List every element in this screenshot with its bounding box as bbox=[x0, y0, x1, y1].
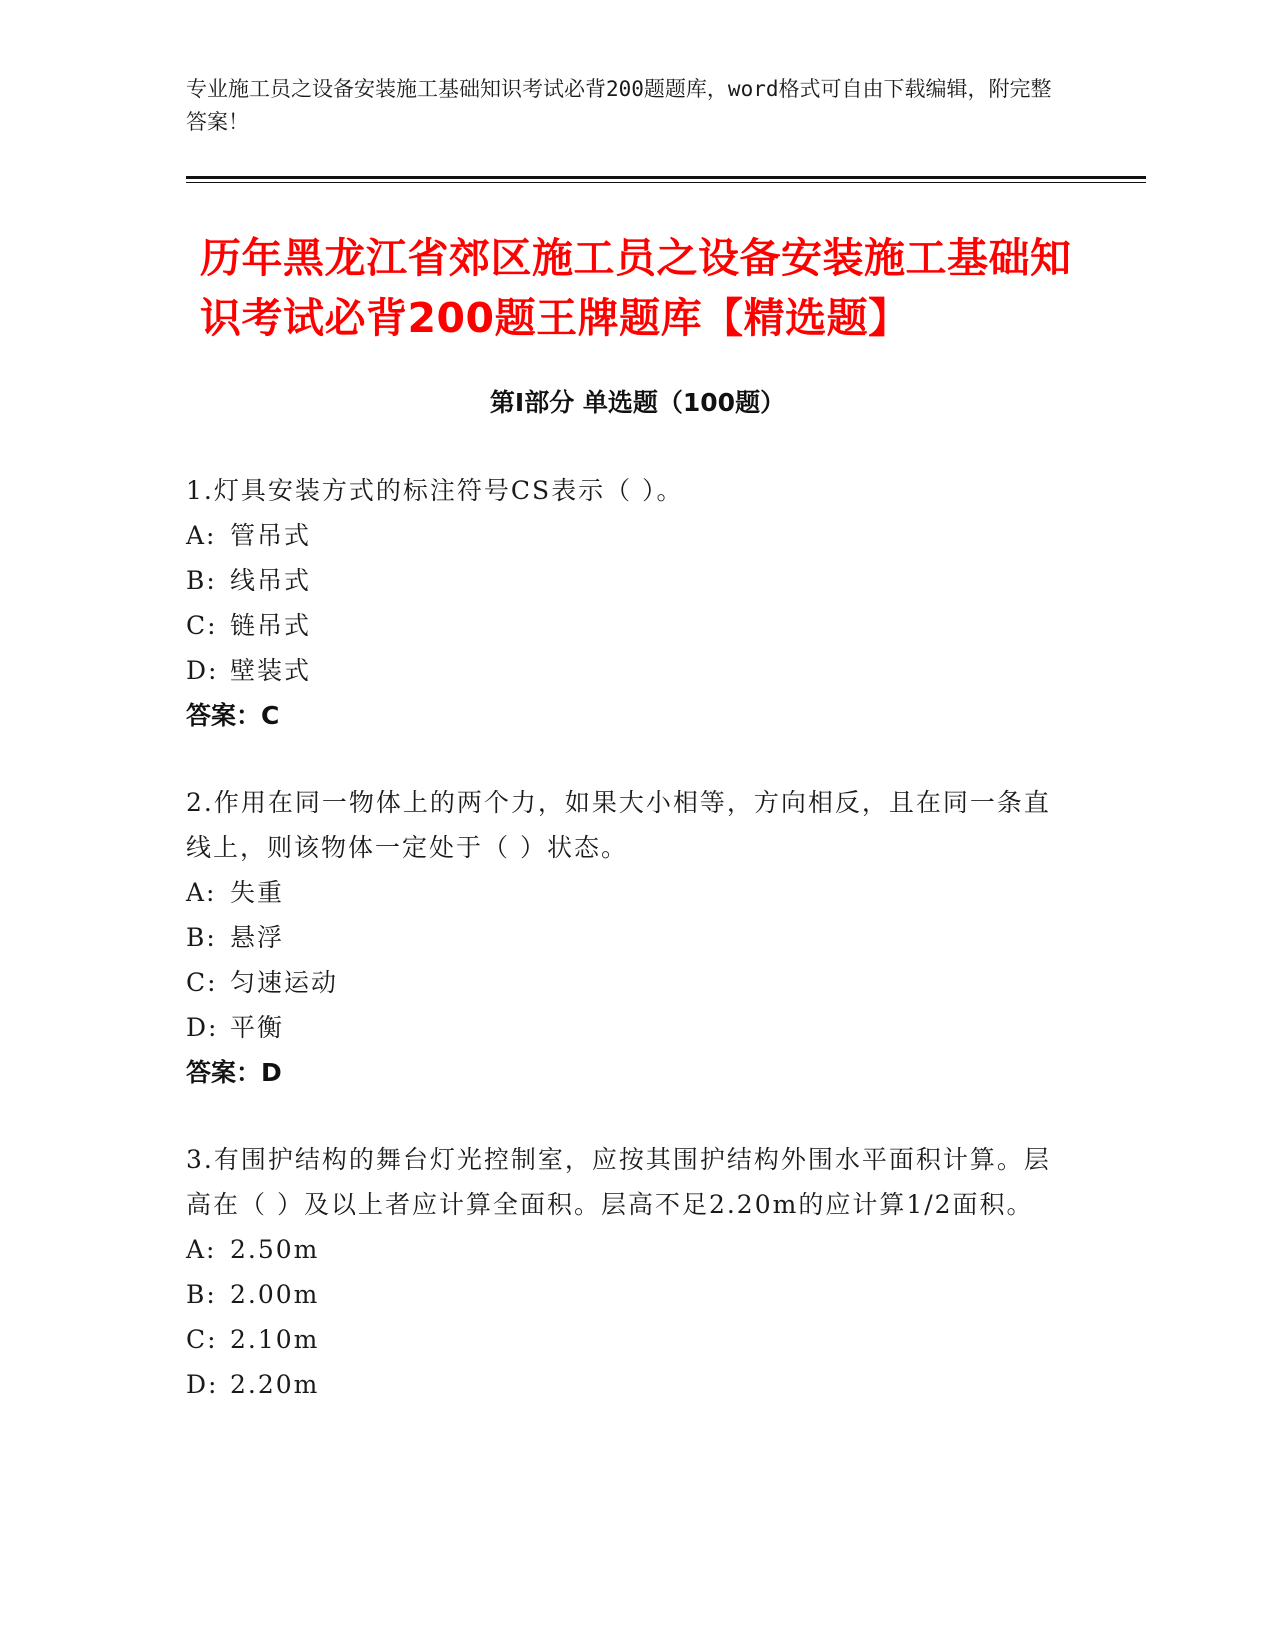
question-text: 3.有围护结构的舞台灯光控制室，应按其围护结构外围水平面积计算。层高在（ ）及以上者应计算全面积。层高不足2.20m的应计算1/2面积。 bbox=[186, 1145, 1051, 1219]
option-letter: C: bbox=[186, 1325, 218, 1354]
option-text: 失重 bbox=[230, 878, 285, 907]
section-title: 第Ⅰ部分 单选题（100题） bbox=[489, 388, 786, 417]
option-letter: A: bbox=[186, 521, 217, 550]
option-letter: C: bbox=[186, 611, 218, 640]
option-c bbox=[186, 603, 1066, 648]
option-a bbox=[186, 1227, 1066, 1272]
option-c bbox=[186, 1317, 1066, 1362]
option-text: 2.50m bbox=[230, 1235, 320, 1264]
option-text: 管吊式 bbox=[230, 521, 312, 550]
option-letter: D: bbox=[186, 1013, 219, 1042]
option-letter: C: bbox=[186, 968, 218, 997]
question-3 bbox=[186, 1137, 1066, 1407]
option-d bbox=[186, 1005, 1066, 1050]
option-letter: A: bbox=[186, 878, 217, 907]
option-text: 链吊式 bbox=[230, 611, 312, 640]
option-letter: D: bbox=[186, 656, 219, 685]
option-letter: B: bbox=[186, 1280, 217, 1309]
option-text: 悬浮 bbox=[230, 923, 285, 952]
option-letter: A: bbox=[186, 1235, 217, 1264]
option-text: 匀速运动 bbox=[230, 968, 339, 997]
question-text: 2.作用在同一物体上的两个力，如果大小相等，方向相反，且在同一条直线上，则该物体一定处于（ ）状态。 bbox=[186, 788, 1051, 862]
document-title: 历年黑龙江省郊区施工员之设备安装施工基础知识考试必背200题王牌题库【精选题】 bbox=[200, 234, 1072, 342]
answer-label: 答案：C bbox=[186, 701, 280, 730]
option-a bbox=[186, 513, 1066, 558]
option-text: 线吊式 bbox=[230, 566, 312, 595]
question-text: 1.灯具安装方式的标注符号CS表示（ ）。 bbox=[186, 476, 684, 505]
option-a bbox=[186, 870, 1066, 915]
option-text: 2.10m bbox=[230, 1325, 320, 1354]
option-b bbox=[186, 558, 1066, 603]
question-list bbox=[186, 468, 1066, 1449]
option-letter: D: bbox=[186, 1370, 219, 1399]
option-b bbox=[186, 1272, 1066, 1317]
option-text: 壁装式 bbox=[230, 656, 312, 685]
question-2 bbox=[186, 780, 1066, 1095]
header-note: 专业施工员之设备安装施工基础知识考试必背200题题库，word格式可自由下载编辑，附完整答案！ bbox=[186, 77, 1052, 134]
answer-label: 答案：D bbox=[186, 1058, 282, 1087]
question-1 bbox=[186, 468, 1066, 738]
option-c bbox=[186, 960, 1066, 1005]
header-divider-thin bbox=[186, 182, 1146, 183]
option-text: 2.20m bbox=[230, 1370, 320, 1399]
option-letter: B: bbox=[186, 566, 217, 595]
header-divider bbox=[186, 176, 1146, 179]
option-text: 平衡 bbox=[230, 1013, 285, 1042]
option-text: 2.00m bbox=[230, 1280, 320, 1309]
option-b bbox=[186, 915, 1066, 960]
option-d bbox=[186, 1362, 1066, 1407]
option-letter: B: bbox=[186, 923, 217, 952]
option-d bbox=[186, 648, 1066, 693]
